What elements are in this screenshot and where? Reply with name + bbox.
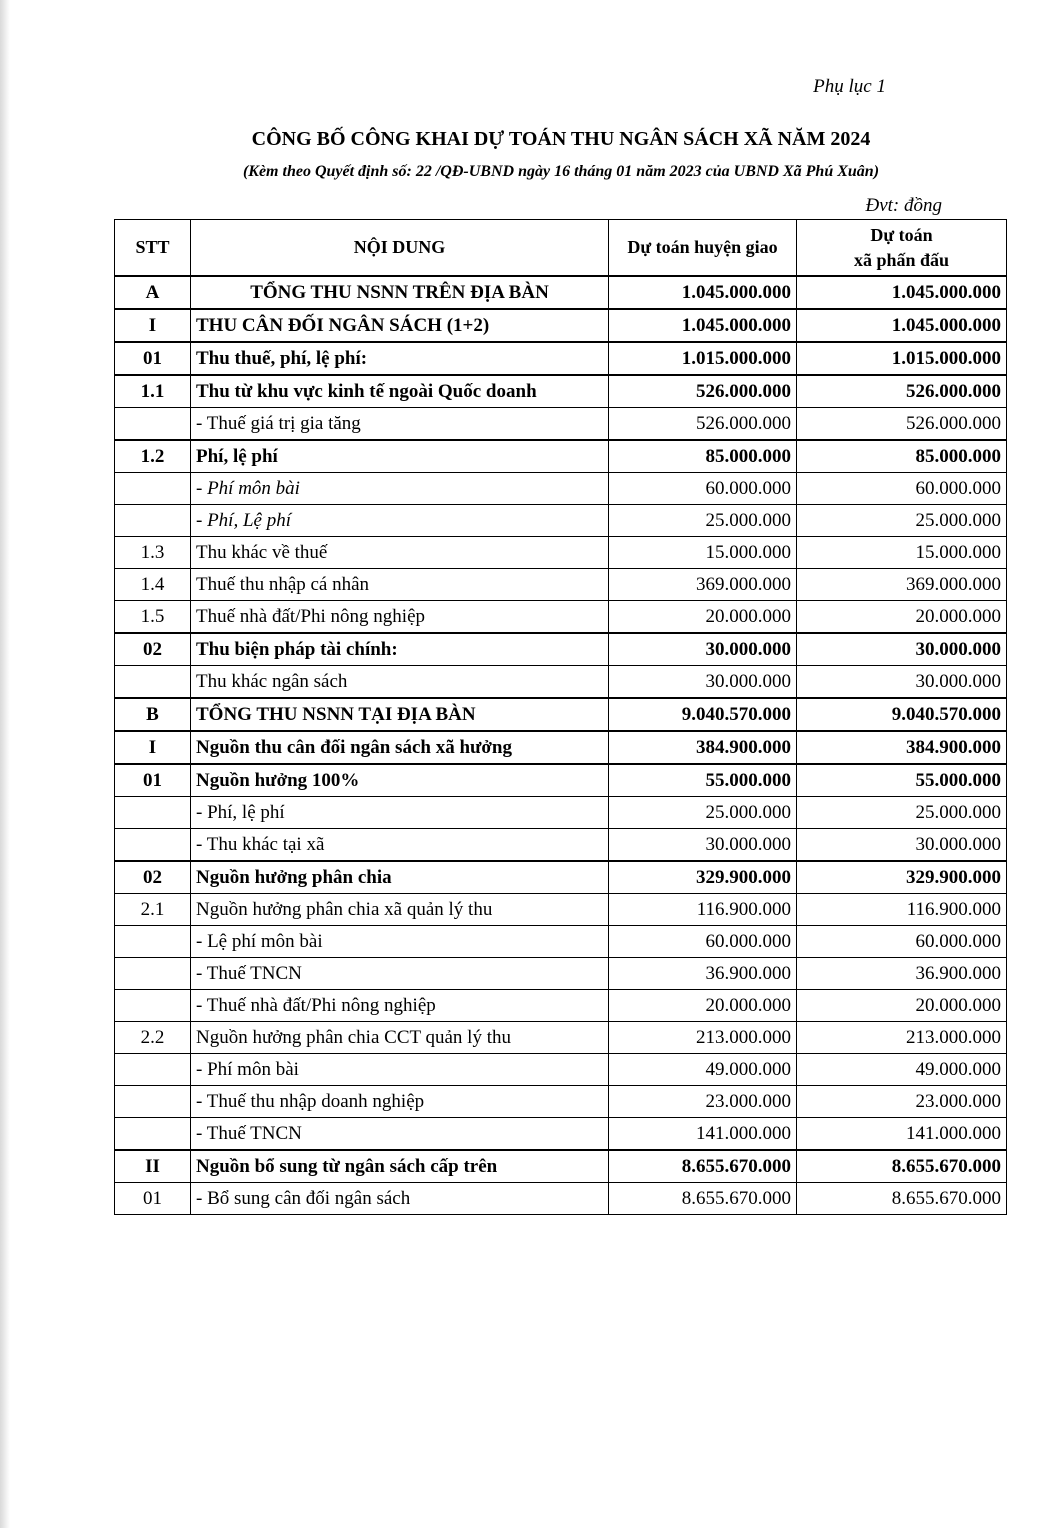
row-commune-target: 116.900.000: [797, 894, 1007, 926]
table-row: [115, 764, 1007, 797]
row-stt: [115, 958, 191, 990]
row-content: - Thuế TNCN: [191, 958, 609, 990]
table-row: [115, 990, 1007, 1022]
row-stt: 2.1: [115, 894, 191, 926]
row-commune-target: 30.000.000: [797, 633, 1007, 666]
column-header-content: NỘI DUNG: [191, 220, 609, 277]
row-commune-target: 1.015.000.000: [797, 342, 1007, 375]
row-district-estimate: 25.000.000: [609, 505, 797, 537]
row-commune-target: 526.000.000: [797, 375, 1007, 408]
row-stt: A: [115, 276, 191, 309]
row-content: Nguồn hưởng phân chia CCT quản lý thu: [191, 1022, 609, 1054]
row-commune-target: 60.000.000: [797, 473, 1007, 505]
row-content: - Phí môn bài: [191, 1054, 609, 1086]
row-content: Nguồn bổ sung từ ngân sách cấp trên: [191, 1150, 609, 1183]
table-row: [115, 1054, 1007, 1086]
row-district-estimate: 36.900.000: [609, 958, 797, 990]
row-content: - Thuế nhà đất/Phi nông nghiệp: [191, 990, 609, 1022]
row-content: - Phí, lệ phí: [191, 797, 609, 829]
row-stt: II: [115, 1150, 191, 1183]
row-stt: [115, 666, 191, 699]
row-district-estimate: 1.045.000.000: [609, 276, 797, 309]
table-row: [115, 375, 1007, 408]
row-stt: 02: [115, 633, 191, 666]
row-stt: [115, 1054, 191, 1086]
column-header-commune-target: [797, 220, 1007, 277]
row-commune-target: 30.000.000: [797, 666, 1007, 699]
row-content: - Bổ sung cân đối ngân sách: [191, 1183, 609, 1215]
row-stt: 1.2: [115, 440, 191, 473]
row-stt: B: [115, 698, 191, 731]
table-row: [115, 309, 1007, 342]
row-content: Thuế nhà đất/Phi nông nghiệp: [191, 601, 609, 634]
row-content: - Thu khác tại xã: [191, 829, 609, 862]
row-content: TỔNG THU NSNN TẠI ĐỊA BÀN: [191, 698, 609, 731]
row-content: - Lệ phí môn bài: [191, 926, 609, 958]
table-row: [115, 666, 1007, 699]
table-row: [115, 537, 1007, 569]
table-row: [115, 1118, 1007, 1151]
row-commune-target: 25.000.000: [797, 505, 1007, 537]
table-row: [115, 958, 1007, 990]
row-district-estimate: 60.000.000: [609, 926, 797, 958]
row-content: THU CÂN ĐỐI NGÂN SÁCH (1+2): [191, 309, 609, 342]
row-commune-target: 85.000.000: [797, 440, 1007, 473]
table-row: [115, 276, 1007, 309]
row-stt: 1.4: [115, 569, 191, 601]
document-title: CÔNG BỐ CÔNG KHAI DỰ TOÁN THU NGÂN SÁCH XÃ NĂM 2024: [251, 128, 871, 150]
row-district-estimate: 25.000.000: [609, 797, 797, 829]
row-district-estimate: 369.000.000: [609, 569, 797, 601]
row-district-estimate: 15.000.000: [609, 537, 797, 569]
row-district-estimate: 526.000.000: [609, 408, 797, 441]
row-commune-target: 329.900.000: [797, 861, 1007, 894]
page-edge-shadow: [0, 0, 10, 1528]
row-stt: 01: [115, 342, 191, 375]
row-stt: [115, 1118, 191, 1151]
row-stt: 01: [115, 1183, 191, 1215]
row-content: Nguồn hưởng phân chia xã quản lý thu: [191, 894, 609, 926]
table-row: [115, 505, 1007, 537]
row-district-estimate: 213.000.000: [609, 1022, 797, 1054]
row-commune-target: 8.655.670.000: [797, 1183, 1007, 1215]
row-commune-target: 213.000.000: [797, 1022, 1007, 1054]
row-commune-target: 23.000.000: [797, 1086, 1007, 1118]
row-content: Nguồn hưởng 100%: [191, 764, 609, 797]
row-district-estimate: 384.900.000: [609, 731, 797, 764]
table-row: [115, 408, 1007, 441]
row-commune-target: 9.040.570.000: [797, 698, 1007, 731]
table-row: [115, 1183, 1007, 1215]
column-header-district-estimate: Dự toán huyện giao: [609, 220, 797, 277]
row-commune-target: 141.000.000: [797, 1118, 1007, 1151]
row-content: Nguồn hưởng phân chia: [191, 861, 609, 894]
row-content: TỔNG THU NSNN TRÊN ĐỊA BÀN: [191, 276, 609, 309]
row-stt: [115, 829, 191, 862]
appendix-label: Phụ lục 1: [813, 76, 886, 97]
row-content: - Phí, Lệ phí: [191, 505, 609, 537]
row-district-estimate: 116.900.000: [609, 894, 797, 926]
row-district-estimate: 30.000.000: [609, 829, 797, 862]
row-stt: 02: [115, 861, 191, 894]
table-row: [115, 440, 1007, 473]
row-district-estimate: 141.000.000: [609, 1118, 797, 1151]
row-commune-target: 1.045.000.000: [797, 276, 1007, 309]
table-header-row: [115, 220, 1007, 277]
budget-table: [114, 219, 1007, 1215]
column-header-stt: STT: [115, 220, 191, 277]
table-row: [115, 698, 1007, 731]
table-row: [115, 797, 1007, 829]
row-district-estimate: 30.000.000: [609, 666, 797, 699]
document-subtitle: (Kèm theo Quyết định số: 22 /QĐ-UBND ngày 16 tháng 01 năm 2023 của UBND Xã Phú Xuân): [242, 163, 880, 180]
row-stt: 1.5: [115, 601, 191, 634]
row-commune-target: 526.000.000: [797, 408, 1007, 441]
currency-unit: Đvt: đồng: [865, 195, 942, 216]
row-commune-target: 1.045.000.000: [797, 309, 1007, 342]
table-row: [115, 1022, 1007, 1054]
row-district-estimate: 20.000.000: [609, 990, 797, 1022]
row-district-estimate: 1.045.000.000: [609, 309, 797, 342]
table-row: [115, 1150, 1007, 1183]
row-commune-target: 369.000.000: [797, 569, 1007, 601]
table-row: [115, 894, 1007, 926]
row-commune-target: 49.000.000: [797, 1054, 1007, 1086]
row-content: - Phí môn bài: [191, 473, 609, 505]
row-commune-target: 30.000.000: [797, 829, 1007, 862]
row-stt: 1.3: [115, 537, 191, 569]
row-stt: 01: [115, 764, 191, 797]
row-district-estimate: 20.000.000: [609, 601, 797, 634]
table-row: [115, 1086, 1007, 1118]
row-district-estimate: 1.015.000.000: [609, 342, 797, 375]
table-row: [115, 731, 1007, 764]
column-header-commune-line1: Dự toán: [870, 225, 933, 246]
row-content: Nguồn thu cân đối ngân sách xã hưởng: [191, 731, 609, 764]
row-district-estimate: 9.040.570.000: [609, 698, 797, 731]
row-stt: I: [115, 309, 191, 342]
row-district-estimate: 329.900.000: [609, 861, 797, 894]
table-row: [115, 569, 1007, 601]
row-stt: [115, 926, 191, 958]
row-content: Thu khác ngân sách: [191, 666, 609, 699]
row-commune-target: 60.000.000: [797, 926, 1007, 958]
row-content: Phí, lệ phí: [191, 440, 609, 473]
row-stt: 1.1: [115, 375, 191, 408]
table-row: [115, 601, 1007, 634]
row-stt: 2.2: [115, 1022, 191, 1054]
row-stt: I: [115, 731, 191, 764]
table-row: [115, 342, 1007, 375]
row-district-estimate: 8.655.670.000: [609, 1150, 797, 1183]
column-header-commune-line2: xã phấn đấu: [853, 249, 950, 270]
row-commune-target: 8.655.670.000: [797, 1150, 1007, 1183]
row-content: Thu từ khu vực kinh tế ngoài Quốc doanh: [191, 375, 609, 408]
row-stt: [115, 1086, 191, 1118]
row-content: Thuế thu nhập cá nhân: [191, 569, 609, 601]
row-stt: [115, 408, 191, 441]
row-commune-target: 15.000.000: [797, 537, 1007, 569]
table-row: [115, 861, 1007, 894]
table-row: [115, 926, 1007, 958]
row-district-estimate: 55.000.000: [609, 764, 797, 797]
row-commune-target: 55.000.000: [797, 764, 1007, 797]
row-content: Thu thuế, phí, lệ phí:: [191, 342, 609, 375]
row-content: Thu khác về thuế: [191, 537, 609, 569]
row-district-estimate: 30.000.000: [609, 633, 797, 666]
table-row: [115, 473, 1007, 505]
row-content: - Thuế thu nhập doanh nghiệp: [191, 1086, 609, 1118]
row-district-estimate: 85.000.000: [609, 440, 797, 473]
row-commune-target: 25.000.000: [797, 797, 1007, 829]
row-stt: [115, 797, 191, 829]
row-commune-target: 20.000.000: [797, 601, 1007, 634]
row-district-estimate: 8.655.670.000: [609, 1183, 797, 1215]
row-stt: [115, 990, 191, 1022]
row-content: Thu biện pháp tài chính:: [191, 633, 609, 666]
row-content: - Thuế giá trị gia tăng: [191, 408, 609, 441]
row-district-estimate: 49.000.000: [609, 1054, 797, 1086]
row-commune-target: 20.000.000: [797, 990, 1007, 1022]
row-commune-target: 384.900.000: [797, 731, 1007, 764]
row-content: - Thuế TNCN: [191, 1118, 609, 1151]
row-district-estimate: 526.000.000: [609, 375, 797, 408]
row-commune-target: 36.900.000: [797, 958, 1007, 990]
row-stt: [115, 473, 191, 505]
row-stt: [115, 505, 191, 537]
row-district-estimate: 60.000.000: [609, 473, 797, 505]
row-district-estimate: 23.000.000: [609, 1086, 797, 1118]
table-row: [115, 829, 1007, 862]
table-row: [115, 633, 1007, 666]
